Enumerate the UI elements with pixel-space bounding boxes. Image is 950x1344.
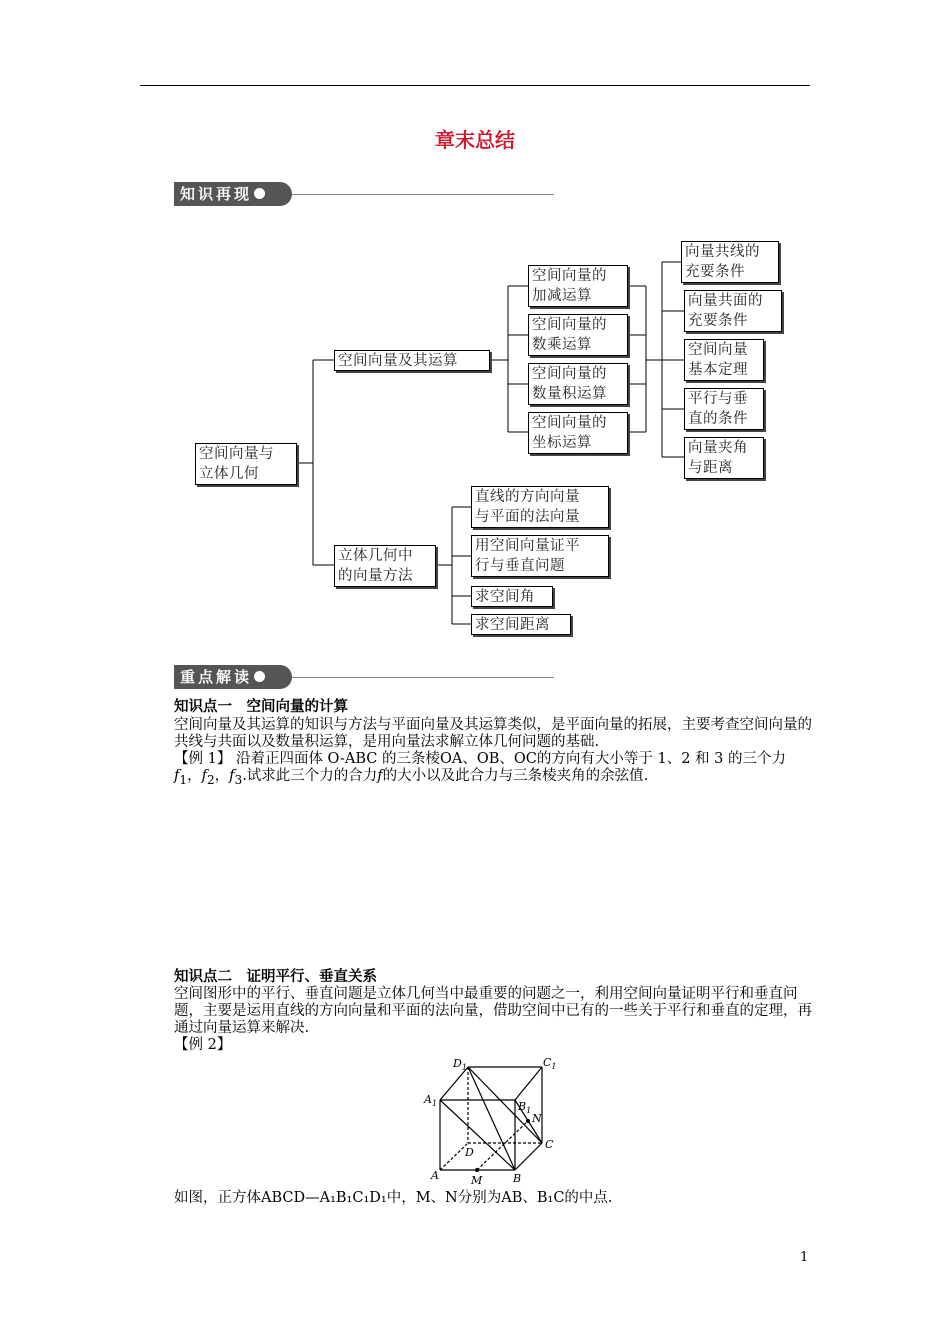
tree-op-label: 空间向量的: [532, 317, 607, 333]
label-a1: $A_1$: [424, 1093, 438, 1108]
bullet-icon: [254, 671, 265, 682]
tree-branch-methods-label: 的向量方法: [338, 568, 413, 584]
tree-result-basis: [684, 339, 764, 381]
label-d1: $D_1$: [453, 1057, 467, 1072]
tree-result-label: 向量共线的: [685, 244, 760, 260]
force-f3-sub: 3: [234, 772, 243, 787]
tree-result-angle: [684, 437, 764, 479]
kp2-body: 空间图形中的平行、垂直问题是立体几何当中最重要的问题之一，利用空间向量证明平行和垂直问题，主要是运用直线的方向向量和平面的法向量，借助空间中已有的一些关于平行和垂直的定理，再通过向量运算来解决.: [174, 986, 812, 1036]
label-m: M: [471, 1174, 483, 1185]
example-1-label: 【例 1】: [174, 751, 232, 767]
tree-branch-ops: [334, 350, 490, 371]
page-title: 章末总结: [435, 128, 515, 152]
example-2-label: 【例 2】: [174, 1037, 232, 1053]
tree-op-label: 数量积运算: [532, 386, 607, 402]
tree-method-label: 行与垂直问题: [475, 558, 565, 574]
tree-method-label: 与平面的法向量: [475, 509, 580, 525]
tree-result-label: 直的条件: [688, 411, 748, 427]
label-b: B: [513, 1172, 522, 1185]
label-c: C: [545, 1138, 554, 1151]
force-f: f: [377, 768, 383, 784]
tree-op-scalar: [528, 314, 628, 356]
example-2-caption: 如图，正方体ABCD—A₁B₁C₁D₁中，M、N分别为AB、B₁C的中点.: [174, 1190, 613, 1206]
cube-figure: [420, 1055, 560, 1185]
tree-result-collinear: [681, 241, 779, 283]
tree-branch-methods: [334, 545, 436, 587]
tree-result-label: 向量共面的: [688, 293, 763, 309]
tree-result-coplanar: [684, 290, 782, 332]
section-tag-2: [174, 665, 292, 689]
tree-result-label: 向量夹角: [688, 440, 748, 456]
label-c1: $C_1$: [543, 1056, 557, 1071]
tree-op-label: 数乘运算: [532, 337, 592, 353]
tree-op-label: 空间向量的: [532, 415, 607, 431]
tree-result-label: 平行与垂: [688, 391, 748, 407]
force-f2: f: [201, 768, 207, 784]
section-header-2: [174, 665, 554, 689]
tree-method-label: 求空间距离: [475, 617, 550, 633]
tree-op-label: 空间向量的: [532, 366, 607, 382]
tree-result-label: 充要条件: [685, 264, 745, 280]
tree-root-line1: 空间向量与: [199, 446, 274, 462]
tree-result-label: 基本定理: [688, 362, 748, 378]
label-d: D: [465, 1146, 474, 1159]
tree-op-add: [528, 265, 628, 307]
label-n: N: [532, 1112, 542, 1125]
tree-method-distance: [471, 614, 571, 635]
force-f1-sub: 1: [179, 772, 188, 787]
kp1-example: 【例 1】 沿着正四面体 O-ABC 的三条棱OA、OB、OC的方向有大小等于 1、2 和 3 的三个力 $f_1$，$f_2$，$f_3$.试求此三个力的合力f的大小以及此合力与三条棱夹角的余弦值.: [174, 751, 786, 787]
tree-branch-methods-label: 立体几何中: [338, 548, 413, 564]
tree-method-prove: [471, 535, 609, 577]
example-1-rest: .试求此三个力的合力: [242, 768, 378, 784]
force-f2-sub: 2: [206, 772, 215, 787]
kp1-heading: 知识点一 空间向量的计算: [174, 699, 348, 715]
tree-method-label: 直线的方向向量: [475, 489, 580, 505]
section-line-2: [292, 677, 554, 678]
kp2-heading: 知识点二 证明平行、垂直关系: [174, 969, 377, 985]
tree-result-label: 空间向量: [688, 342, 748, 358]
label-a: A: [431, 1169, 439, 1182]
kp1-body: 空间向量及其运算的知识与方法与平面向量及其运算类似，是平面向量的拓展，主要考查空间向量的共线与共面以及数量积运算，是用向量法求解立体几何问题的基础.: [174, 717, 812, 750]
tree-result-parallel: [684, 388, 764, 430]
tree-op-label: 加减运算: [532, 288, 592, 304]
force-f1: f: [174, 768, 180, 784]
tree-op-dot: [528, 363, 628, 405]
tree-root-line2: 立体几何: [199, 466, 259, 482]
tree-method-angle: [471, 586, 553, 607]
example-1-end: 的大小以及此合力与三条棱夹角的余弦值.: [382, 768, 649, 784]
tree-result-label: 充要条件: [688, 313, 748, 329]
tree-result-label: 与距离: [688, 460, 733, 476]
tree-root: [195, 443, 297, 485]
tree-op-coord: [528, 412, 628, 454]
section-tag-1-label: 知识再现: [180, 185, 253, 203]
label-b1: $B_1$: [518, 1100, 532, 1115]
tree-method-normal: [471, 486, 609, 528]
example-1-text: 沿着正四面体 O-ABC 的三条棱OA、OB、OC的方向有大小等于 1、2 和 3 的三个力: [231, 751, 786, 767]
tree-op-label: 坐标运算: [532, 435, 592, 451]
tree-branch-ops-label: 空间向量及其运算: [338, 353, 458, 369]
tree-method-label: 求空间角: [475, 589, 535, 605]
tree-method-label: 用空间向量证平: [475, 538, 580, 554]
tree-op-label: 空间向量的: [532, 268, 607, 284]
page-number: 1: [800, 1250, 809, 1265]
force-f3: f: [229, 768, 235, 784]
section-tag-2-label: 重点解读: [180, 668, 253, 686]
